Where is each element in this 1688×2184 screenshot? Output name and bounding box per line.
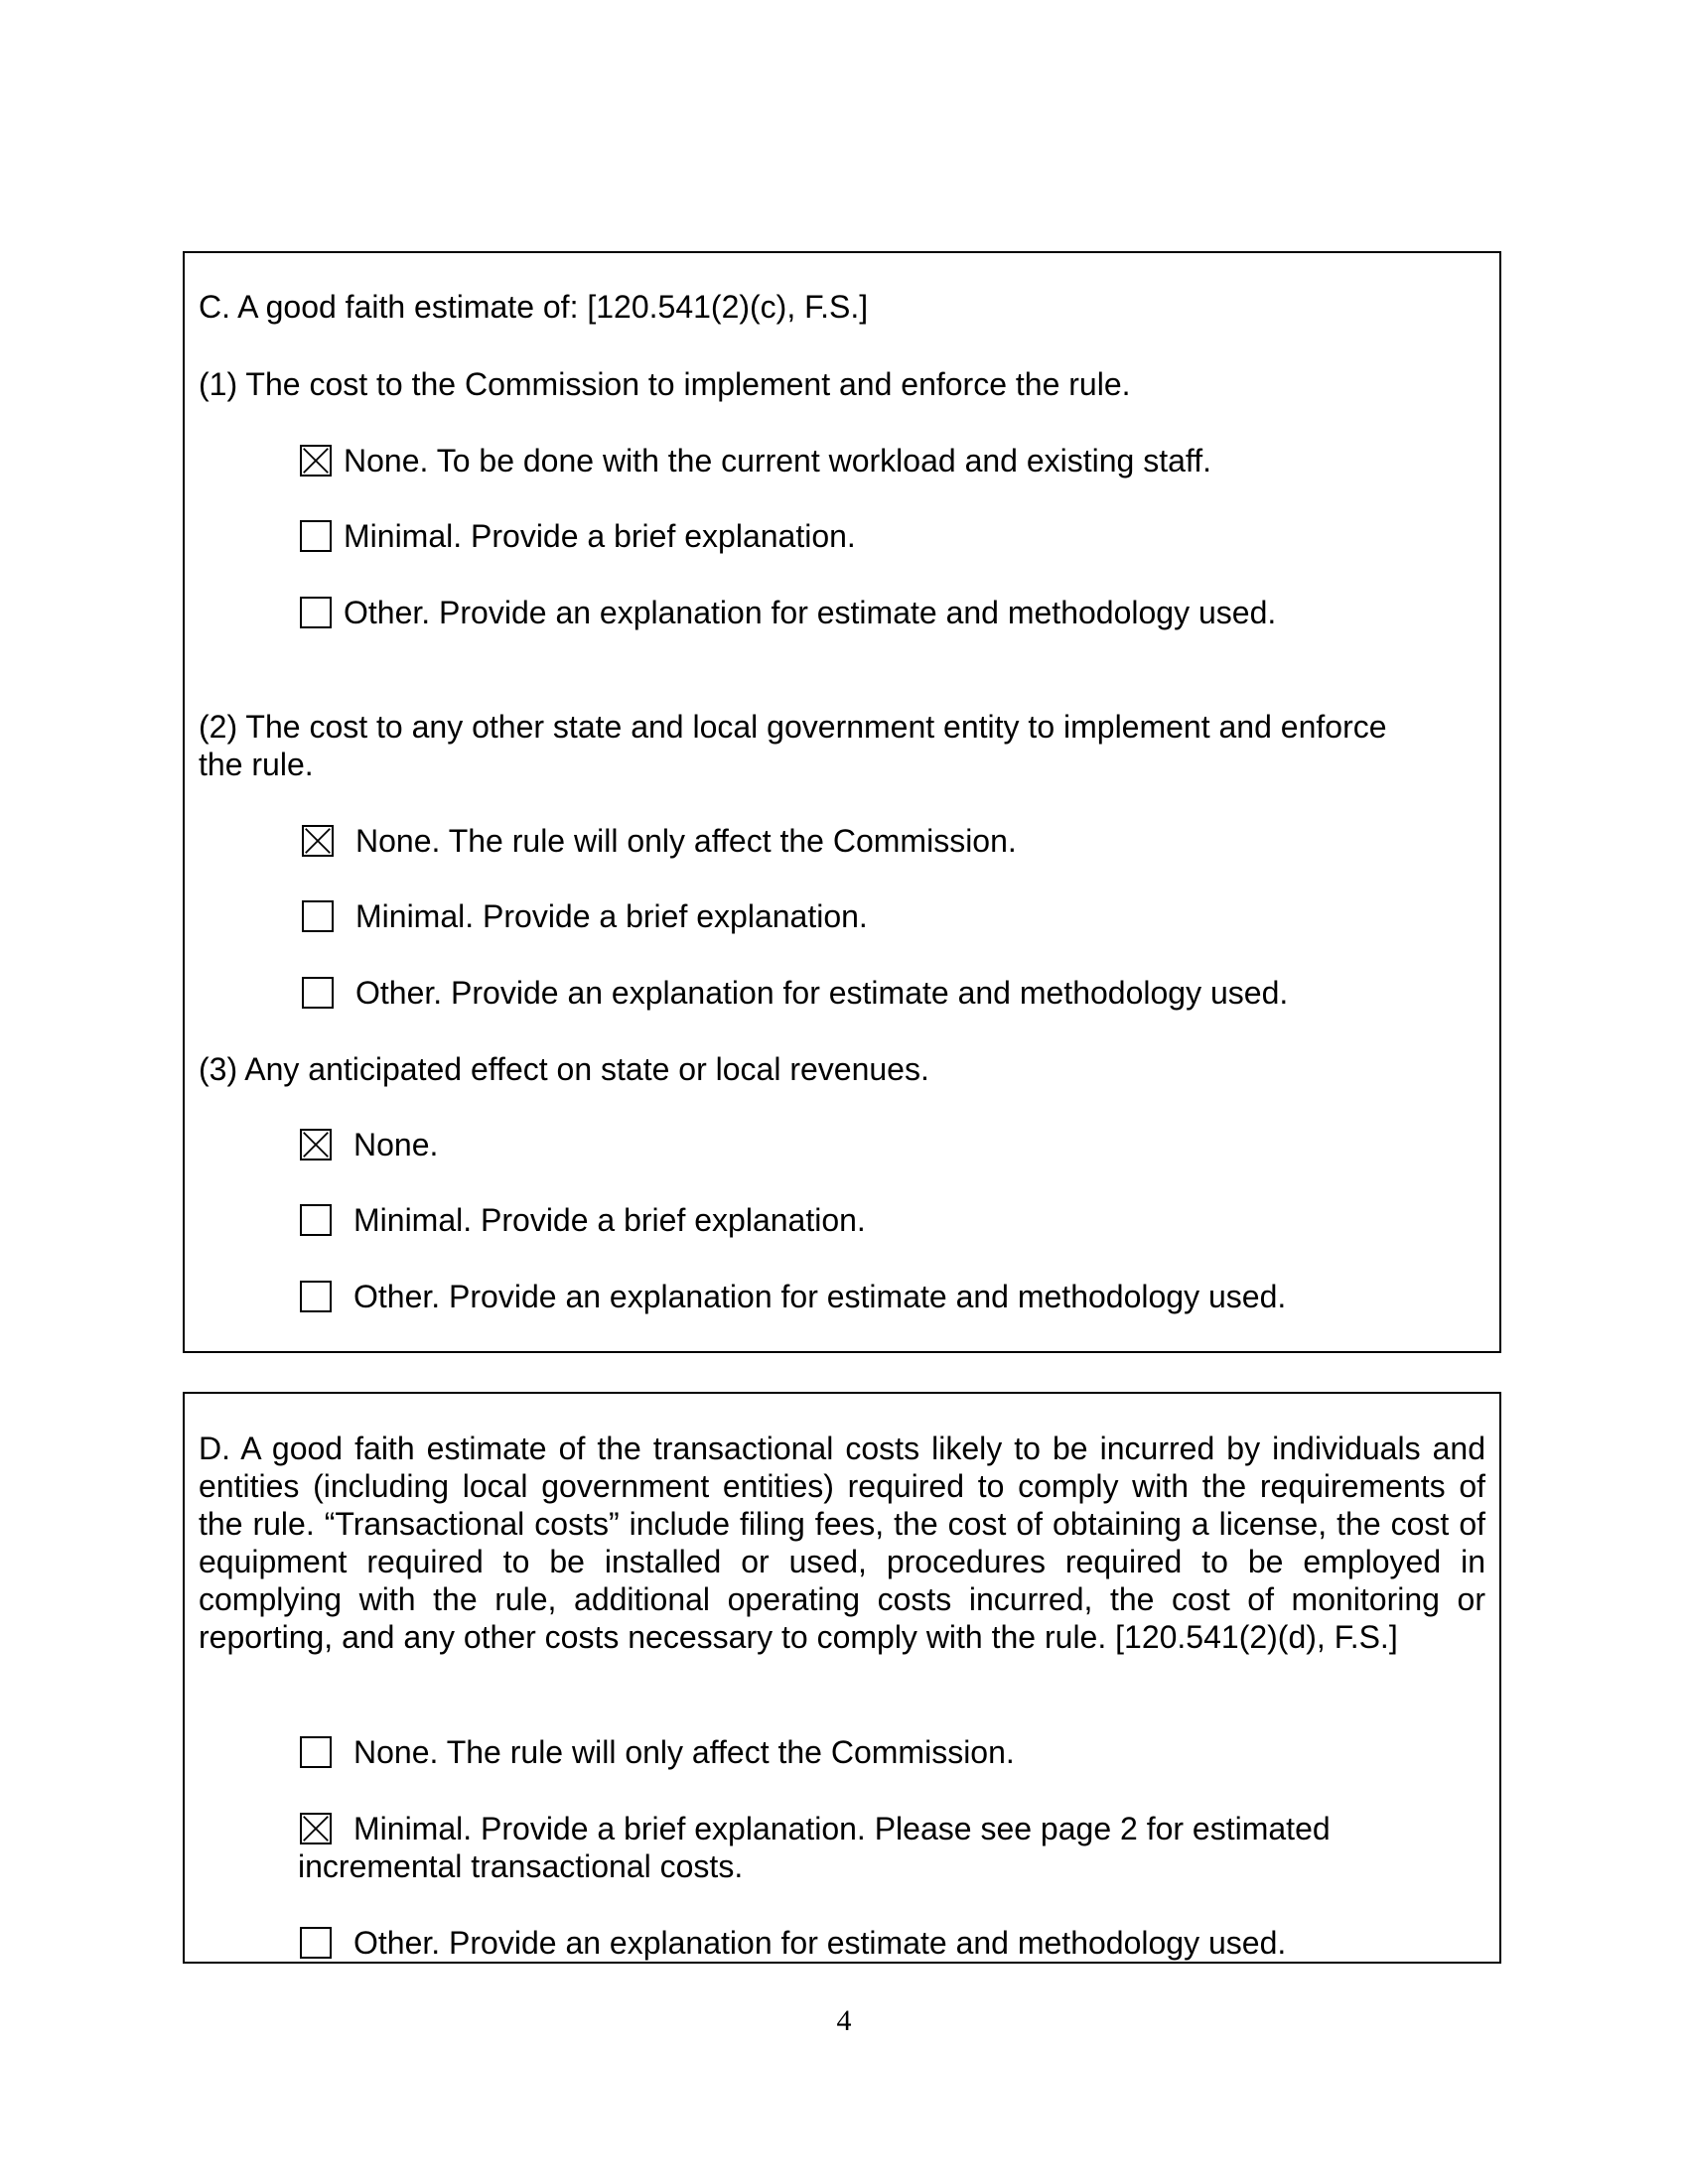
d-minimal-checkbox[interactable]	[300, 1813, 332, 1844]
d-none-label: None. The rule will only affect the Commission.	[353, 1734, 1015, 1770]
q1-other-checkbox[interactable]	[300, 597, 332, 628]
q2-none-label: None. The rule will only affect the Commission.	[355, 823, 1017, 859]
q2-other-label: Other. Provide an explanation for estimate and methodology used.	[355, 975, 1289, 1011]
d-minimal-label-continued: incremental transactional costs.	[298, 1848, 744, 1884]
question-1-label: (1) The cost to the Commission to implement and enforce the rule.	[199, 366, 1131, 402]
q3-none-label: None.	[353, 1127, 439, 1162]
section-c-box	[183, 251, 1501, 1353]
q3-other-label: Other. Provide an explanation for estimate and methodology used.	[353, 1279, 1287, 1314]
q3-minimal-label: Minimal. Provide a brief explanation.	[353, 1202, 866, 1238]
q2-other-checkbox[interactable]	[302, 977, 334, 1009]
q3-other-checkbox[interactable]	[300, 1281, 332, 1312]
q3-none-checkbox[interactable]	[300, 1129, 332, 1160]
section-d-paragraph: D. A good faith estimate of the transactional costs likely to be incurred by individuals and entities (including local government entities) required to comply with the requirements of the rule. “Transactional costs” include filing fees, the cost of obtaining a license, the cost of equipment required to be installed or used, procedures required to be employed in complying with the rule, additional operating costs incurred, the cost of monitoring or reporting, and any other costs necessary to comply with the rule. [120.541(2)(d), F.S.]	[199, 1431, 1485, 1655]
d-none-checkbox[interactable]	[300, 1736, 332, 1768]
q1-none-checkbox[interactable]	[300, 445, 332, 477]
q1-minimal-label: Minimal. Provide a brief explanation.	[344, 518, 856, 554]
q3-minimal-checkbox[interactable]	[300, 1204, 332, 1236]
d-other-checkbox[interactable]	[300, 1927, 332, 1959]
d-minimal-label: Minimal. Provide a brief explanation. Please see page 2 for estimated	[353, 1811, 1331, 1846]
q2-none-checkbox[interactable]	[302, 825, 334, 857]
q1-minimal-checkbox[interactable]	[300, 520, 332, 552]
q2-minimal-label: Minimal. Provide a brief explanation.	[355, 898, 868, 934]
q2-minimal-checkbox[interactable]	[302, 900, 334, 932]
question-2-label-line1: (2) The cost to any other state and local government entity to implement and enforce	[199, 709, 1387, 745]
question-2-label-line2: the rule.	[199, 747, 314, 782]
question-3-label: (3) Any anticipated effect on state or local revenues.	[199, 1051, 929, 1087]
d-other-label: Other. Provide an explanation for estimate and methodology used.	[353, 1925, 1287, 1961]
q1-other-label: Other. Provide an explanation for estimate and methodology used.	[344, 595, 1277, 630]
q1-none-label: None. To be done with the current workload and existing staff.	[344, 443, 1212, 478]
page-number: 4	[836, 2004, 852, 2037]
section-c-heading: C. A good faith estimate of: [120.541(2)(c), F.S.]	[199, 289, 869, 325]
